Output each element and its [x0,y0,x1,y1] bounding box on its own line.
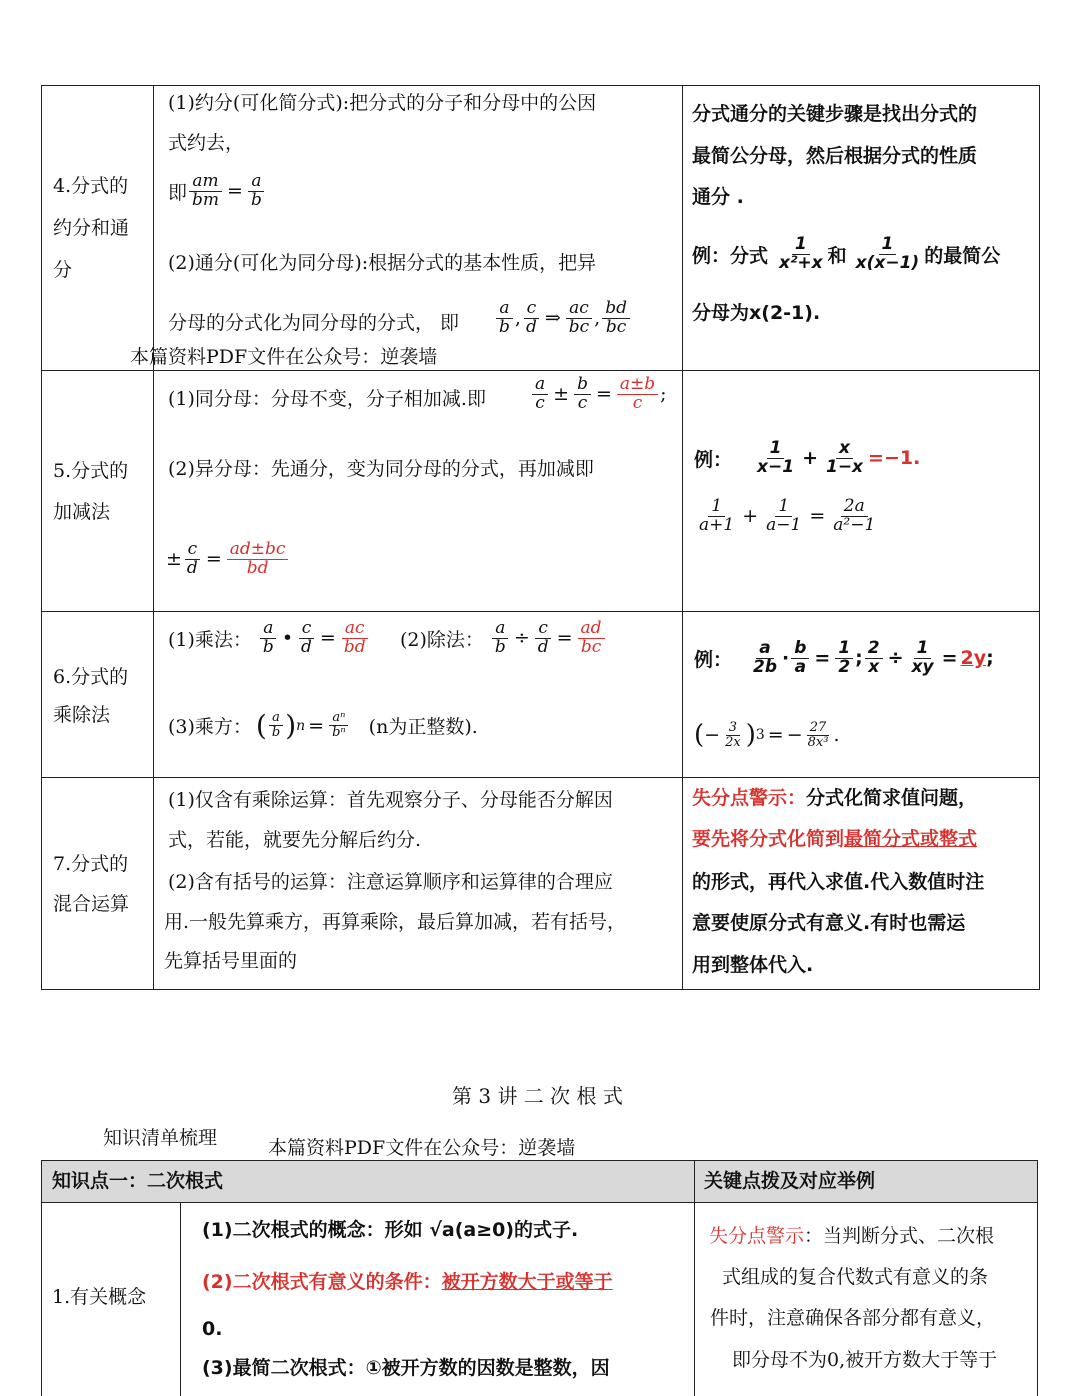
row4-content-line4: (2)通分(可化为同分母):根据分式的基本性质，把异 [168,252,597,274]
row5-same-denominator-formula: $\frac{a}{c}$ ± $\frac{b}{c}$ = $\frac{a\pm b}{c}$ ; [530,376,667,413]
row4-note-example [692,236,1000,273]
row6-multiply-formula: (1)乘法： $\frac{a}{b}$ • $\frac{c}{d}$ = $\frac{ac}{bd}$ [168,620,371,657]
row7-note-line2-underlined: 最简分式或整式 [844,828,978,850]
bottom-table-col-divider-1 [180,1202,181,1396]
frac-am-bm: $\frac{am}{bm}$ [189,173,222,210]
top-table-row-divider-1 [41,370,1040,371]
row4-content-line3-prefix: 即 [168,181,188,204]
row7-note-line4: 意要使原分式有意义.有时也需运 [692,912,966,934]
bottom-header-left: 知识点一：二次根式 [52,1170,224,1192]
bottom-note-line3: 件时，注意确保各部分都有意义， [710,1307,996,1329]
top-table-row-divider-3 [41,777,1040,778]
row6-note-example-2: ( − $\frac{3}{2x}$ ) 3 = − $\frac{27}{\text{8x³}}$ . [694,719,840,750]
bottom-note-line1 [709,1225,994,1248]
row4-content-line1: (1)约分(可化简分式):把分式的分子和分母中的公因 [168,92,597,114]
row4-content-line5: 分母的分式化为同分母的分式， 即 [168,312,460,334]
watermark-1: 本篇资料PDF文件在公众号：逆袭墙 [130,346,438,368]
row7-content-line1: (1)仅含有乘除运算：首先观察分子、分母能否分解因 [168,789,613,811]
row7-content-line5: 先算括号里面的 [164,950,298,972]
row4-reduce-formula: 即 $\frac{am}{bm}$ = $\frac{a}{b}$ [168,173,267,210]
frac-a-2b: $\frac{a}{2b}$ [753,638,778,677]
row5-note-example-2: $\frac{1}{a+1}$ + $\frac{1}{a-1}$ = $\frac{2a}{\text{a²−1}}$ [694,498,880,535]
frac-a-b-4: $\frac{a}{b}$ [492,620,509,657]
subtitle: 知识清单梳理 [103,1127,218,1149]
frac-a-b: $\frac{a}{b}$ [248,173,265,210]
frac-2-x: $\frac{2}{x}$ [865,640,883,677]
frac-1-x2x: $\frac{1}{\text{x²+x}}$ [779,234,823,273]
bottom-table-header-divider [41,1202,1038,1203]
section-title: 第 3 讲 二 次 根 式 [452,1084,623,1108]
bottom-content-line2 [202,1271,613,1294]
row7-note-line1-rest: 分式化简求值问题， [806,787,978,809]
row7-label-line1: 7.分式的 [53,853,129,875]
row4-note-example-and: 和 [827,244,847,267]
frac-1-xx1: $\frac{1}{x(x-1)}$ [855,234,920,273]
bottom-content-line2-red: (2)二次根式有意义的条件： [202,1271,442,1293]
bottom-table-col-divider-2 [694,1160,695,1396]
row6-label-line1: 6.分式的 [53,666,129,688]
bottom-row-label: 1.有关概念 [52,1286,147,1308]
bottom-note-line4: 即分母不为0,被开方数大于等于 [732,1349,998,1371]
row4-note-line5: 分母为x(2-1). [692,302,821,324]
frac-1-am1: $\frac{1}{a-1}$ [766,496,802,535]
top-table-col-divider-2 [682,85,683,990]
row6-note-example-result: 2y [960,647,987,670]
row5-note-example-result: =−1. [868,447,921,470]
frac-c-d: $\frac{c}{d}$ [523,300,540,337]
frac-apmb-c: $\frac{a\pm b}{c}$ [617,376,658,413]
frac-c-d-4: $\frac{c}{d}$ [535,620,552,657]
bottom-content-line3: 0. [202,1318,223,1340]
frac-1-x1: $\frac{1}{x-1}$ [757,438,795,477]
row7-note-line3: 的形式，再代入求值.代入数值时注 [692,871,985,893]
row7-note-warning: 失分点警示： [692,787,807,809]
row7-content-line3: (2)含有括号的运算：注意运算顺序和运算律的合理应 [168,871,613,893]
row4-note-line1: 分式通分的关键步骤是找出分式的 [692,103,978,125]
row5-content-line2: (2)异分母：先通分，变为同分母的分式，再加减即 [168,458,594,480]
frac-a-b-2: $\frac{a}{b}$ [496,300,513,337]
row7-content-line4: 用.一般先算乘方，再算乘除，最后算加减，若有括号， [164,911,627,933]
bottom-note-line1-rest: ：当判断分式、二次根 [804,1225,995,1247]
row6-note-example-prefix: 例： [694,648,733,671]
frac-ac-bc: $\frac{ac}{bc}$ [566,300,592,337]
row6-power-formula: (3)乘方： ( $\frac{a}{b}$ ) n = $\frac{\text{aⁿ}}{\text{bⁿ}}$ (n为正整数). [168,709,478,742]
row6-power-note: (n为正整数). [368,716,478,738]
row4-note-example-prefix: 例：分式 [692,244,769,267]
frac-ad-bc: $\frac{ad}{bc}$ [578,620,605,657]
row6-power-label: (3)乘方： [168,716,252,738]
frac-an-bn: $\frac{\text{aⁿ}}{\text{bⁿ}}$ [329,711,349,739]
row7-note-line5: 用到整体代入. [692,954,814,976]
top-table [41,85,1040,990]
frac-ac-bd: $\frac{ac}{bd}$ [343,618,366,657]
frac-bd-bc: $\frac{bd}{bc}$ [602,300,630,337]
frac-1-a1: $\frac{1}{a+1}$ [699,496,735,535]
row5-content-line1: (1)同分母：分母不变，分子相加减.即 [168,388,486,410]
watermark-2: 本篇资料PDF文件在公众号：逆袭墙 [268,1137,576,1159]
frac-1-xy: $\frac{1}{xy}$ [911,638,934,677]
row4-label-line2: 约分和通 [53,217,130,239]
row6-divide-label: (2)除法： [400,628,484,651]
row5-content-line3-prefix: ± [166,548,182,571]
frac-a-c: $\frac{a}{c}$ [532,376,548,413]
row5-label-line2: 加减法 [53,501,111,523]
frac-c-d-2: $\frac{c}{d}$ [184,541,201,578]
frac-3-2x: $\frac{3}{2x}$ [725,719,741,750]
row7-content-line2: 式，若能，就要先分解后约分. [168,829,422,851]
row4-note-line3: 通分 . [692,186,744,208]
bottom-note-warning: 失分点警示 [709,1225,805,1247]
row6-divide-formula: (2)除法： $\frac{a}{b}$ ÷ $\frac{c}{d}$ = $\frac{ad}{bc}$ [400,620,607,657]
row7-label-line2: 混合运算 [53,893,130,915]
frac-a-b-3: $\frac{a}{b}$ [260,620,277,657]
top-table-col-divider-1 [153,85,154,990]
row4-common-denominator-formula: $\frac{a}{b}$ , $\frac{c}{d}$ ⇒ $\frac{ac}{bc}$ , $\frac{bd}{bc}$ [494,300,632,337]
row4-note-line2: 最简公分母，然后根据分式的性质 [692,145,978,167]
frac-b-a: $\frac{b}{a}$ [791,640,809,677]
row5-label-line1: 5.分式的 [53,460,129,482]
row4-label-line3: 分 [53,259,73,281]
frac-a-b-5: $\frac{a}{b}$ [269,711,283,739]
row4-label-line1: 4.分式的 [53,175,129,197]
row6-label-line2: 乘除法 [53,704,111,726]
frac-b-c: $\frac{b}{c}$ [574,376,591,413]
bottom-note-line2: 式组成的复合代数式有意义的条 [722,1266,989,1288]
bottom-header-right: 关键点拨及对应举例 [704,1170,876,1192]
bottom-content-line1: (1)二次根式的概念：形如 √a(a≥0)的式子. [202,1219,579,1241]
row4-note-example-suffix: 的最简公 [924,244,1001,267]
row6-multiply-label: (1)乘法： [168,628,252,651]
frac-x-1x: $\frac{x}{1-x}$ [825,438,864,477]
row4-content-line2: 式约去， [168,132,245,154]
frac-c-d-3: $\frac{c}{d}$ [298,620,315,657]
row7-note-line2 [692,828,977,851]
top-table-row-divider-2 [41,611,1040,612]
frac-2a-a21: $\frac{2a}{\text{a²−1}}$ [833,496,876,535]
row5-diff-denominator-formula: ± $\frac{c}{d}$ = $\frac{ad\pm bc}{bd}$ [166,541,290,578]
row5-note-example-prefix: 例： [694,448,733,471]
bottom-content-line2-underlined: 被开方数大于或等于 [441,1271,613,1293]
frac-27-8x3: $\frac{27}{\text{8x³}}$ [807,719,829,750]
bottom-content-line4: (3)最简二次根式：①被开方数的因数是整数，因 [202,1357,610,1379]
row6-note-example-1: 例： $\frac{a}{2b}$ · $\frac{b}{a}$ = $\frac{1}{2}$ ; $\frac{2}{x}$ ÷ $\frac{1}{xy}$ = 2y ; [694,638,994,677]
row7-note-line1 [692,787,977,810]
row7-note-line2-red: 要先将分式化简到 [692,828,845,850]
row5-note-example-1: 例： $\frac{1}{x-1}$ + $\frac{x}{1-x}$ =−1. [694,438,921,477]
frac-1-2: $\frac{1}{2}$ [835,640,853,677]
frac-adpmbc-bd: $\frac{ad\pm bc}{bd}$ [227,541,289,578]
